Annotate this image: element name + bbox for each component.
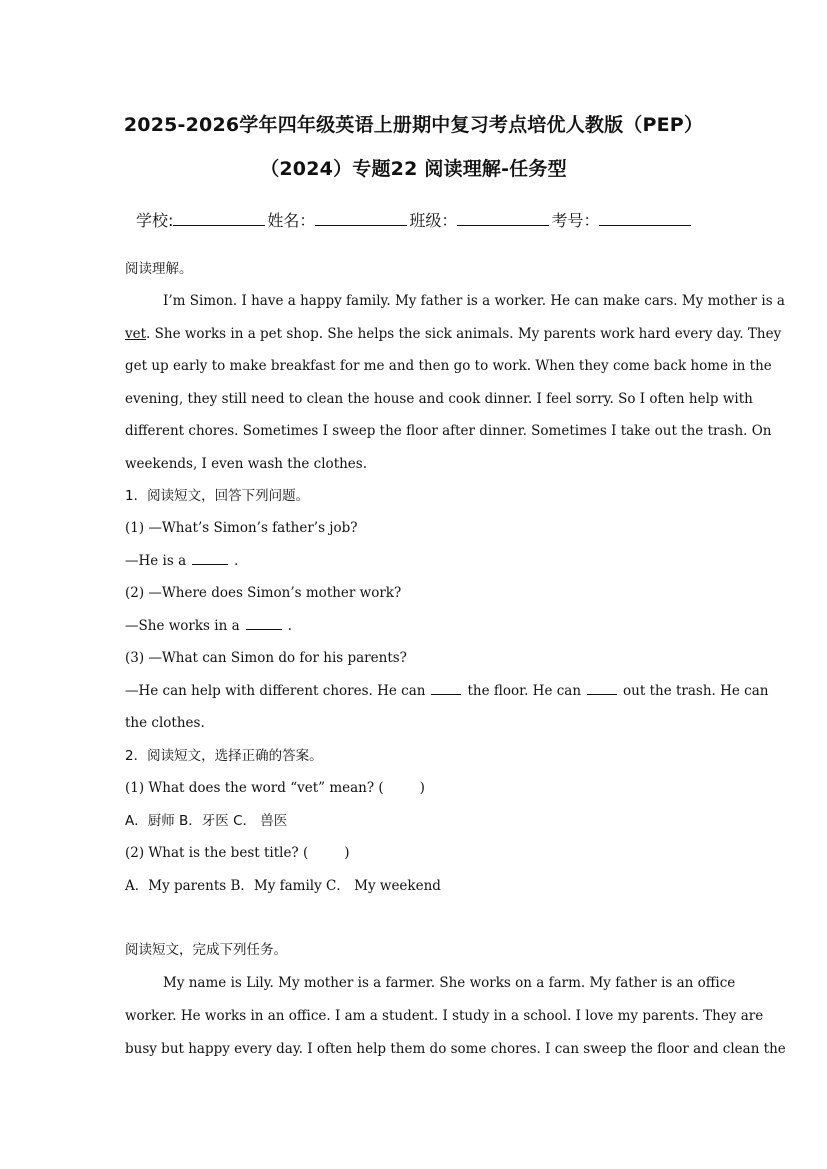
question-text: ) [419,780,425,796]
answer1a [125,551,703,571]
passage1-line: different chores. Sometimes I sweep the floor after dinner. Sometimes I take out the trash. On [125,423,772,439]
passage1-text: . She works in a pet shop. She helps the sick animals. My parents work hard every day. They [146,326,782,342]
question-text: (1) What does the word “vet” mean? ( [125,780,384,796]
section1-heading: 阅读理解。 [125,261,193,277]
question-text: ) [344,845,350,861]
passage2-line: busy but happy every day. I often help them do some chores. I can sweep the floor and clean the [125,1041,786,1057]
answer-text: the floor. He can [467,683,582,699]
number-field[interactable] [599,211,691,226]
passage1-line: weekends, I even wash the clothes. [125,456,368,472]
question1-instruction: 1．阅读短文，回答下列问题。 [125,488,310,504]
class-label: 班级： [409,211,458,230]
page-subtitle: （2024）专题22 阅读理解-任务型 [260,158,567,180]
name-field[interactable] [315,211,407,226]
answer1c-cont: the clothes. [125,715,205,731]
answer1b [125,616,703,636]
answer-text: —She works in a [125,618,240,634]
answer-blank[interactable] [246,617,282,630]
name-label: 姓名： [267,211,316,230]
answer-blank[interactable] [192,552,228,565]
answer-text: . [234,553,239,569]
passage1-line: evening, they still need to clean the house and cook dinner. I feel sorry. So I often help with [125,391,753,407]
answer-blank[interactable] [587,682,617,695]
section2-heading: 阅读短文，完成下列任务。 [125,942,287,958]
number-label: 考号： [551,211,600,230]
answer1c [125,681,769,701]
question2b [125,843,703,863]
passage1-line [125,324,782,344]
question1b: (2) —Where does Simon’s mother work? [125,585,402,601]
class-field[interactable] [457,211,549,226]
passage2-line: My name is Lily. My mother is a farmer. She works on a farm. My father is an office [163,975,736,991]
answer-blank[interactable] [431,682,461,695]
vet-word: vet [125,326,147,342]
page-title: 2025-2026学年四年级英语上册期中复习考点培优人教版（PEP） [123,114,704,136]
answer-text: —He can help with different chores. He can [125,683,426,699]
passage2-line: worker. He works in an office. I am a student. I study in a school. I love my parents. They are [125,1008,764,1024]
question2-instruction: 2．阅读短文，选择正确的答案。 [125,748,323,764]
school-label: 学校: [136,211,174,230]
options2a: A．厨师 B．牙医 C． 兽医 [125,813,288,829]
student-info-row [136,208,706,231]
options2b: A．My parents B．My family C． My weekend [125,878,441,894]
question-text: (2) What is the best title? ( [125,845,309,861]
question1a: (1) —What’s Simon’s father’s job? [125,520,358,536]
answer-text: out the trash. He can [623,683,769,699]
school-field[interactable] [173,211,265,226]
answer-text: —He is a [125,553,187,569]
passage1-line: I’m Simon. I have a happy family. My father is a worker. He can make cars. My mother is a [163,293,785,309]
answer-text: . [287,618,292,634]
passage1-line: get up early to make breakfast for me and then go to work. When they come back home in the [125,358,772,374]
question2a [125,778,703,798]
question1c: (3) —What can Simon do for his parents? [125,650,407,666]
